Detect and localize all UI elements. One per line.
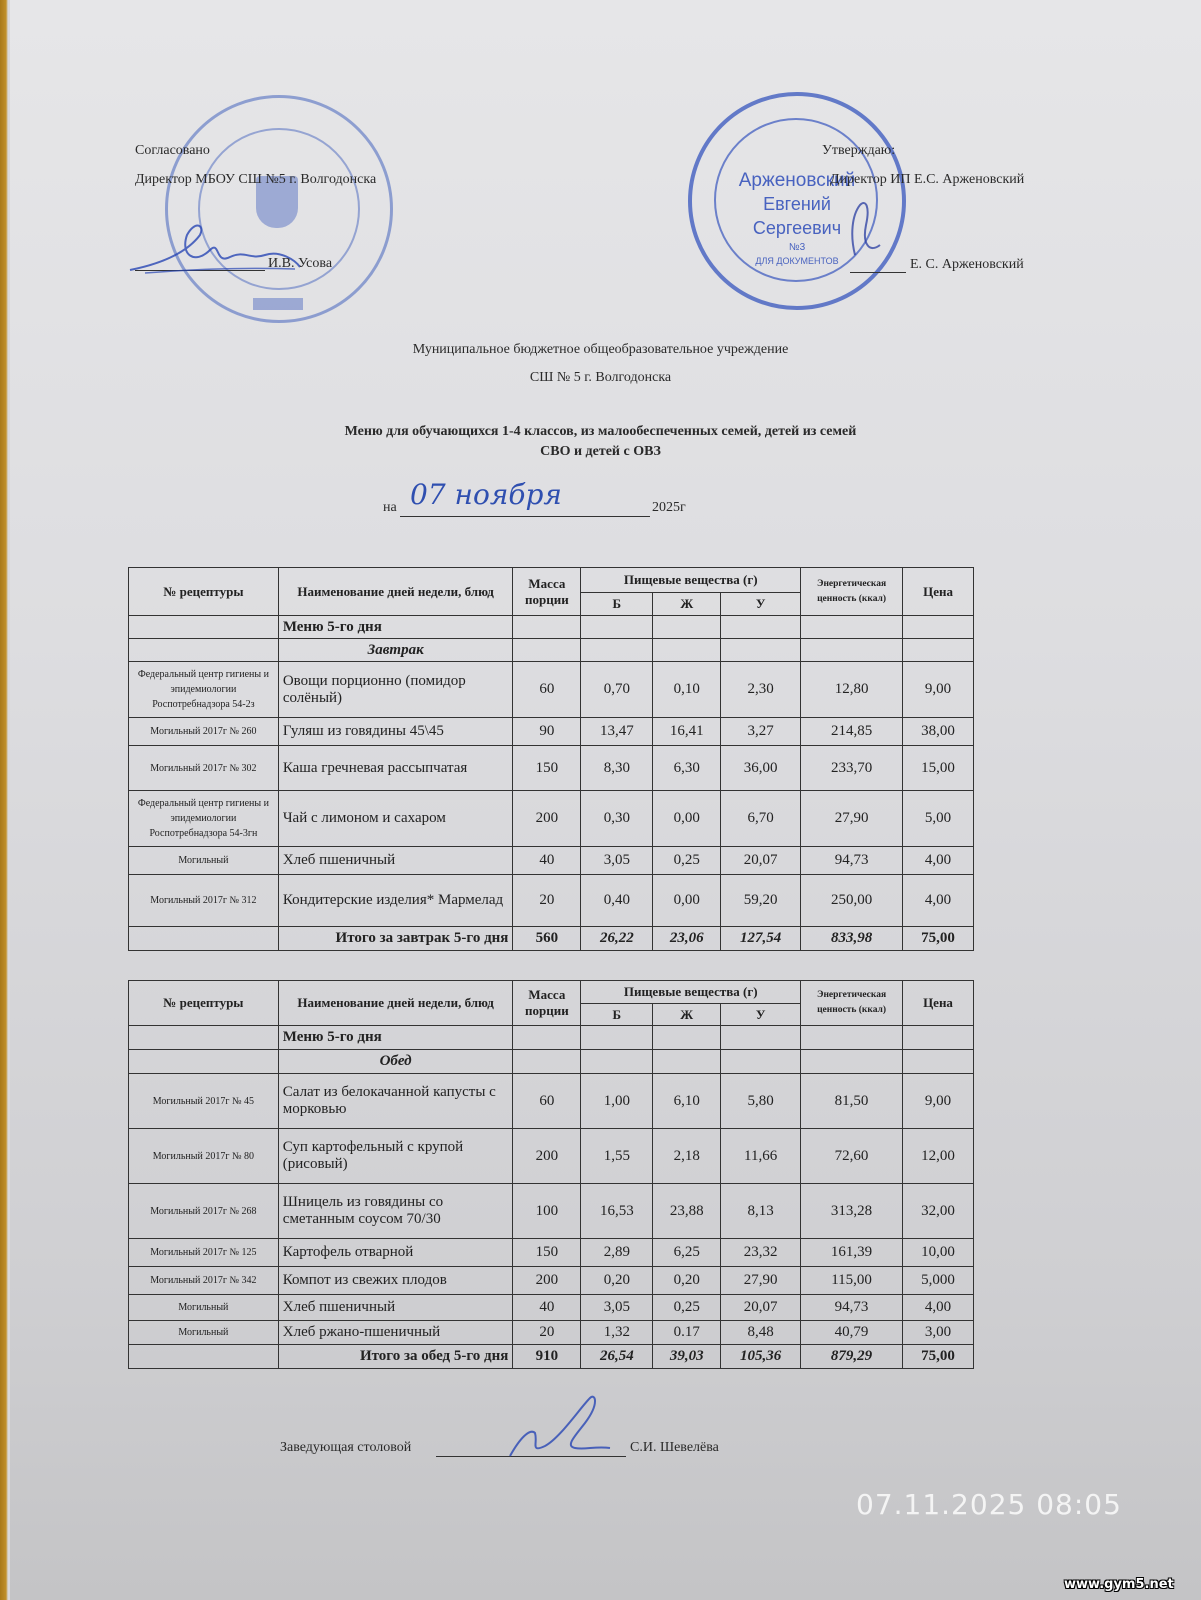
price: 9,00	[903, 662, 974, 718]
date-prefix: на	[383, 500, 397, 515]
right-handwritten-signature	[830, 195, 910, 265]
total-carbs: 127,54	[721, 927, 801, 951]
header-nutrients: Пищевые вещества (г)	[581, 981, 801, 1004]
date-handwritten: 07 ноября	[410, 478, 562, 511]
total-row	[129, 1345, 974, 1369]
protein: 1,55	[581, 1129, 653, 1184]
portion-mass: 200	[513, 1129, 581, 1184]
total-label: Итого за завтрак 5-го дня	[278, 927, 513, 951]
recipe-ref: Могильный 2017г № 45	[129, 1074, 279, 1129]
dish-name: Хлеб пшеничный	[278, 847, 513, 875]
fat: 0,00	[653, 875, 721, 927]
protein: 3,05	[581, 1295, 653, 1321]
header-price: Цена	[903, 981, 974, 1026]
left-handwritten-signature	[125, 215, 305, 285]
price: 5,00	[903, 791, 974, 847]
table-row	[129, 1267, 974, 1295]
portion-mass: 20	[513, 1321, 581, 1345]
carbs: 8,48	[721, 1321, 801, 1345]
recipe-ref: Могильный 2017г № 80	[129, 1129, 279, 1184]
menu-day-row	[129, 1026, 974, 1050]
recipe-ref: Могильный 2017г № 342	[129, 1267, 279, 1295]
total-price: 75,00	[903, 927, 974, 951]
fat: 6,30	[653, 746, 721, 791]
header-carbs: У	[721, 1004, 801, 1026]
fat: 16,41	[653, 718, 721, 746]
header-protein: Б	[581, 1004, 653, 1026]
footer-handwritten-signature	[500, 1388, 620, 1463]
portion-mass: 60	[513, 1074, 581, 1129]
price: 4,00	[903, 1295, 974, 1321]
protein: 16,53	[581, 1184, 653, 1239]
carbs: 2,30	[721, 662, 801, 718]
date-suffix: 2025г	[652, 500, 686, 515]
fat: 0,00	[653, 791, 721, 847]
site-watermark: www.gym5.net	[1064, 1577, 1174, 1592]
header-energy: Энергетическая ценность (ккал)	[801, 981, 903, 1026]
carbs: 6,70	[721, 791, 801, 847]
portion-mass: 20	[513, 875, 581, 927]
photo-timestamp: 07.11.2025 08:05	[856, 1488, 1122, 1521]
table-row	[129, 1074, 974, 1129]
protein: 0,30	[581, 791, 653, 847]
stamp-name-line3: Сергеевич	[752, 218, 842, 238]
energy: 40,79	[801, 1321, 903, 1345]
carbs: 8,13	[721, 1184, 801, 1239]
energy: 94,73	[801, 1295, 903, 1321]
portion-mass: 150	[513, 746, 581, 791]
header-dish-name: Наименование дней недели, блюд	[278, 568, 513, 616]
header-price: Цена	[903, 568, 974, 616]
carbs: 11,66	[721, 1129, 801, 1184]
recipe-ref: Могильный	[129, 847, 279, 875]
carbs: 59,20	[721, 875, 801, 927]
energy: 115,00	[801, 1267, 903, 1295]
portion-mass: 40	[513, 1295, 581, 1321]
carbs: 3,27	[721, 718, 801, 746]
date-underline	[400, 516, 650, 517]
left-official-stamp	[165, 95, 393, 323]
stamp-name-line2: Евгений	[763, 194, 831, 214]
table-row	[129, 847, 974, 875]
energy: 12,80	[801, 662, 903, 718]
carbs: 23,32	[721, 1239, 801, 1267]
carbs: 36,00	[721, 746, 801, 791]
table-row	[129, 791, 974, 847]
header-fat: Ж	[653, 593, 721, 616]
approval-left-position: Директор МБОУ СШ №5 г. Волгодонска	[135, 172, 377, 187]
table-row	[129, 1321, 974, 1345]
energy: 27,90	[801, 791, 903, 847]
total-carbs: 105,36	[721, 1345, 801, 1369]
price: 5,000	[903, 1267, 974, 1295]
header-recipe-no: № рецептуры	[129, 981, 279, 1026]
stamp-name-line1: Арженовский	[738, 170, 856, 191]
approval-left-title: Согласовано	[135, 143, 210, 158]
portion-mass: 40	[513, 847, 581, 875]
price: 38,00	[903, 718, 974, 746]
stamp-purpose: ДЛЯ ДОКУМЕНТОВ	[755, 256, 839, 266]
signature-line-right	[850, 272, 906, 273]
document-title-line2: СВО и детей с ОВЗ	[540, 444, 661, 459]
protein: 0,20	[581, 1267, 653, 1295]
energy: 72,60	[801, 1129, 903, 1184]
recipe-ref: Могильный 2017г № 302	[129, 746, 279, 791]
header-carbs: У	[721, 593, 801, 616]
fat: 0,10	[653, 662, 721, 718]
meal-row	[129, 639, 974, 662]
menu-day-row	[129, 616, 974, 639]
price: 9,00	[903, 1074, 974, 1129]
total-row	[129, 927, 974, 951]
total-protein: 26,54	[581, 1345, 653, 1369]
approval-right-position: Директор ИП Е.С. Арженовский	[830, 172, 1025, 187]
recipe-ref: Могильный	[129, 1295, 279, 1321]
fat: 6,25	[653, 1239, 721, 1267]
breakfast-menu-table	[128, 567, 974, 951]
recipe-ref: Могильный 2017г № 312	[129, 875, 279, 927]
recipe-ref: Могильный 2017г № 125	[129, 1239, 279, 1267]
table-row	[129, 1295, 974, 1321]
table-row	[129, 1184, 974, 1239]
meal-label: Обед	[278, 1050, 513, 1074]
price: 3,00	[903, 1321, 974, 1345]
protein: 13,47	[581, 718, 653, 746]
total-mass: 910	[513, 1345, 581, 1369]
energy: 94,73	[801, 847, 903, 875]
dish-name: Кондитерские изделия* Мармелад	[278, 875, 513, 927]
dish-name: Овощи порционно (помидор солёный)	[278, 662, 513, 718]
price: 32,00	[903, 1184, 974, 1239]
meal-row	[129, 1050, 974, 1074]
header-recipe-no: № рецептуры	[129, 568, 279, 616]
protein: 0,70	[581, 662, 653, 718]
price: 15,00	[903, 746, 974, 791]
dish-name: Чай с лимоном и сахаром	[278, 791, 513, 847]
recipe-ref: Могильный 2017г № 268	[129, 1184, 279, 1239]
table-row	[129, 718, 974, 746]
energy: 81,50	[801, 1074, 903, 1129]
institution-line2: СШ № 5 г. Волгодонска	[529, 370, 672, 385]
institution-line1: Муниципальное бюджетное общеобразовательное учреждение	[412, 342, 789, 357]
dish-name: Салат из белокачанной капусты с морковью	[278, 1074, 513, 1129]
energy: 214,85	[801, 718, 903, 746]
fat: 0,25	[653, 1295, 721, 1321]
recipe-ref: Могильный 2017г № 260	[129, 718, 279, 746]
total-protein: 26,22	[581, 927, 653, 951]
table-row	[129, 662, 974, 718]
protein: 1,00	[581, 1074, 653, 1129]
table-row	[129, 1239, 974, 1267]
dish-name: Гуляш из говядины 45\45	[278, 718, 513, 746]
protein: 3,05	[581, 847, 653, 875]
table-row	[129, 746, 974, 791]
energy: 313,28	[801, 1184, 903, 1239]
price: 10,00	[903, 1239, 974, 1267]
portion-mass: 60	[513, 662, 581, 718]
portion-mass: 200	[513, 1267, 581, 1295]
approval-left-signatory: И.В. Усова	[268, 256, 333, 271]
carbs: 20,07	[721, 847, 801, 875]
lunch-menu-table	[128, 980, 974, 1369]
protein: 0,40	[581, 875, 653, 927]
carbs: 27,90	[721, 1267, 801, 1295]
total-label: Итого за обед 5-го дня	[278, 1345, 513, 1369]
stamp-number: №3	[788, 242, 806, 253]
total-energy: 833,98	[801, 927, 903, 951]
fat: 0,25	[653, 847, 721, 875]
portion-mass: 90	[513, 718, 581, 746]
dish-name: Картофель отварной	[278, 1239, 513, 1267]
header-protein: Б	[581, 593, 653, 616]
protein: 1,32	[581, 1321, 653, 1345]
fat: 23,88	[653, 1184, 721, 1239]
approval-right-signatory: Е. С. Арженовский	[910, 257, 1024, 272]
total-energy: 879,29	[801, 1345, 903, 1369]
menu-day-label: Меню 5-го дня	[278, 1026, 513, 1050]
footer-role: Заведующая столовой	[280, 1440, 412, 1455]
protein: 8,30	[581, 746, 653, 791]
recipe-ref: Федеральный центр гигиены и эпидемиологии Роспотребнадзора 54-3гн	[129, 791, 279, 847]
fat: 2,18	[653, 1129, 721, 1184]
fat: 6,10	[653, 1074, 721, 1129]
price: 12,00	[903, 1129, 974, 1184]
header-dish-name: Наименование дней недели, блюд	[278, 981, 513, 1026]
carbs: 20,07	[721, 1295, 801, 1321]
energy: 233,70	[801, 746, 903, 791]
carbs: 5,80	[721, 1074, 801, 1129]
dish-name: Хлеб пшеничный	[278, 1295, 513, 1321]
recipe-ref: Могильный	[129, 1321, 279, 1345]
dish-name: Шницель из говядины со сметанным соусом 70/30	[278, 1184, 513, 1239]
portion-mass: 200	[513, 791, 581, 847]
table-row	[129, 1129, 974, 1184]
header-nutrients: Пищевые вещества (г)	[581, 568, 801, 593]
table-row	[129, 875, 974, 927]
price: 4,00	[903, 847, 974, 875]
total-fat: 23,06	[653, 927, 721, 951]
dish-name: Каша гречневая рассыпчатая	[278, 746, 513, 791]
energy: 250,00	[801, 875, 903, 927]
header-portion-mass: Масса порции	[513, 568, 581, 616]
total-mass: 560	[513, 927, 581, 951]
recipe-ref: Федеральный центр гигиены и эпидемиологии Роспотребнадзора 54-2з	[129, 662, 279, 718]
energy: 161,39	[801, 1239, 903, 1267]
header-fat: Ж	[653, 1004, 721, 1026]
price: 4,00	[903, 875, 974, 927]
portion-mass: 150	[513, 1239, 581, 1267]
dish-name: Суп картофельный с крупой (рисовый)	[278, 1129, 513, 1184]
footer-signatory: С.И. Шевелёва	[630, 1440, 719, 1455]
approval-right-title: Утверждаю:	[822, 143, 896, 158]
fat: 0.17	[653, 1321, 721, 1345]
meal-label: Завтрак	[278, 639, 513, 662]
dish-name: Компот из свежих плодов	[278, 1267, 513, 1295]
document-title-line1: Меню для обучающихся 1-4 классов, из малообеспеченных семей, детей из семей	[344, 424, 857, 439]
fat: 0,20	[653, 1267, 721, 1295]
portion-mass: 100	[513, 1184, 581, 1239]
header-energy: Энергетическая ценность (ккал)	[801, 568, 903, 616]
total-price: 75,00	[903, 1345, 974, 1369]
total-fat: 39,03	[653, 1345, 721, 1369]
dish-name: Хлеб ржано-пшеничный	[278, 1321, 513, 1345]
protein: 2,89	[581, 1239, 653, 1267]
header-portion-mass: Масса порции	[513, 981, 581, 1026]
menu-day-label: Меню 5-го дня	[278, 616, 513, 639]
